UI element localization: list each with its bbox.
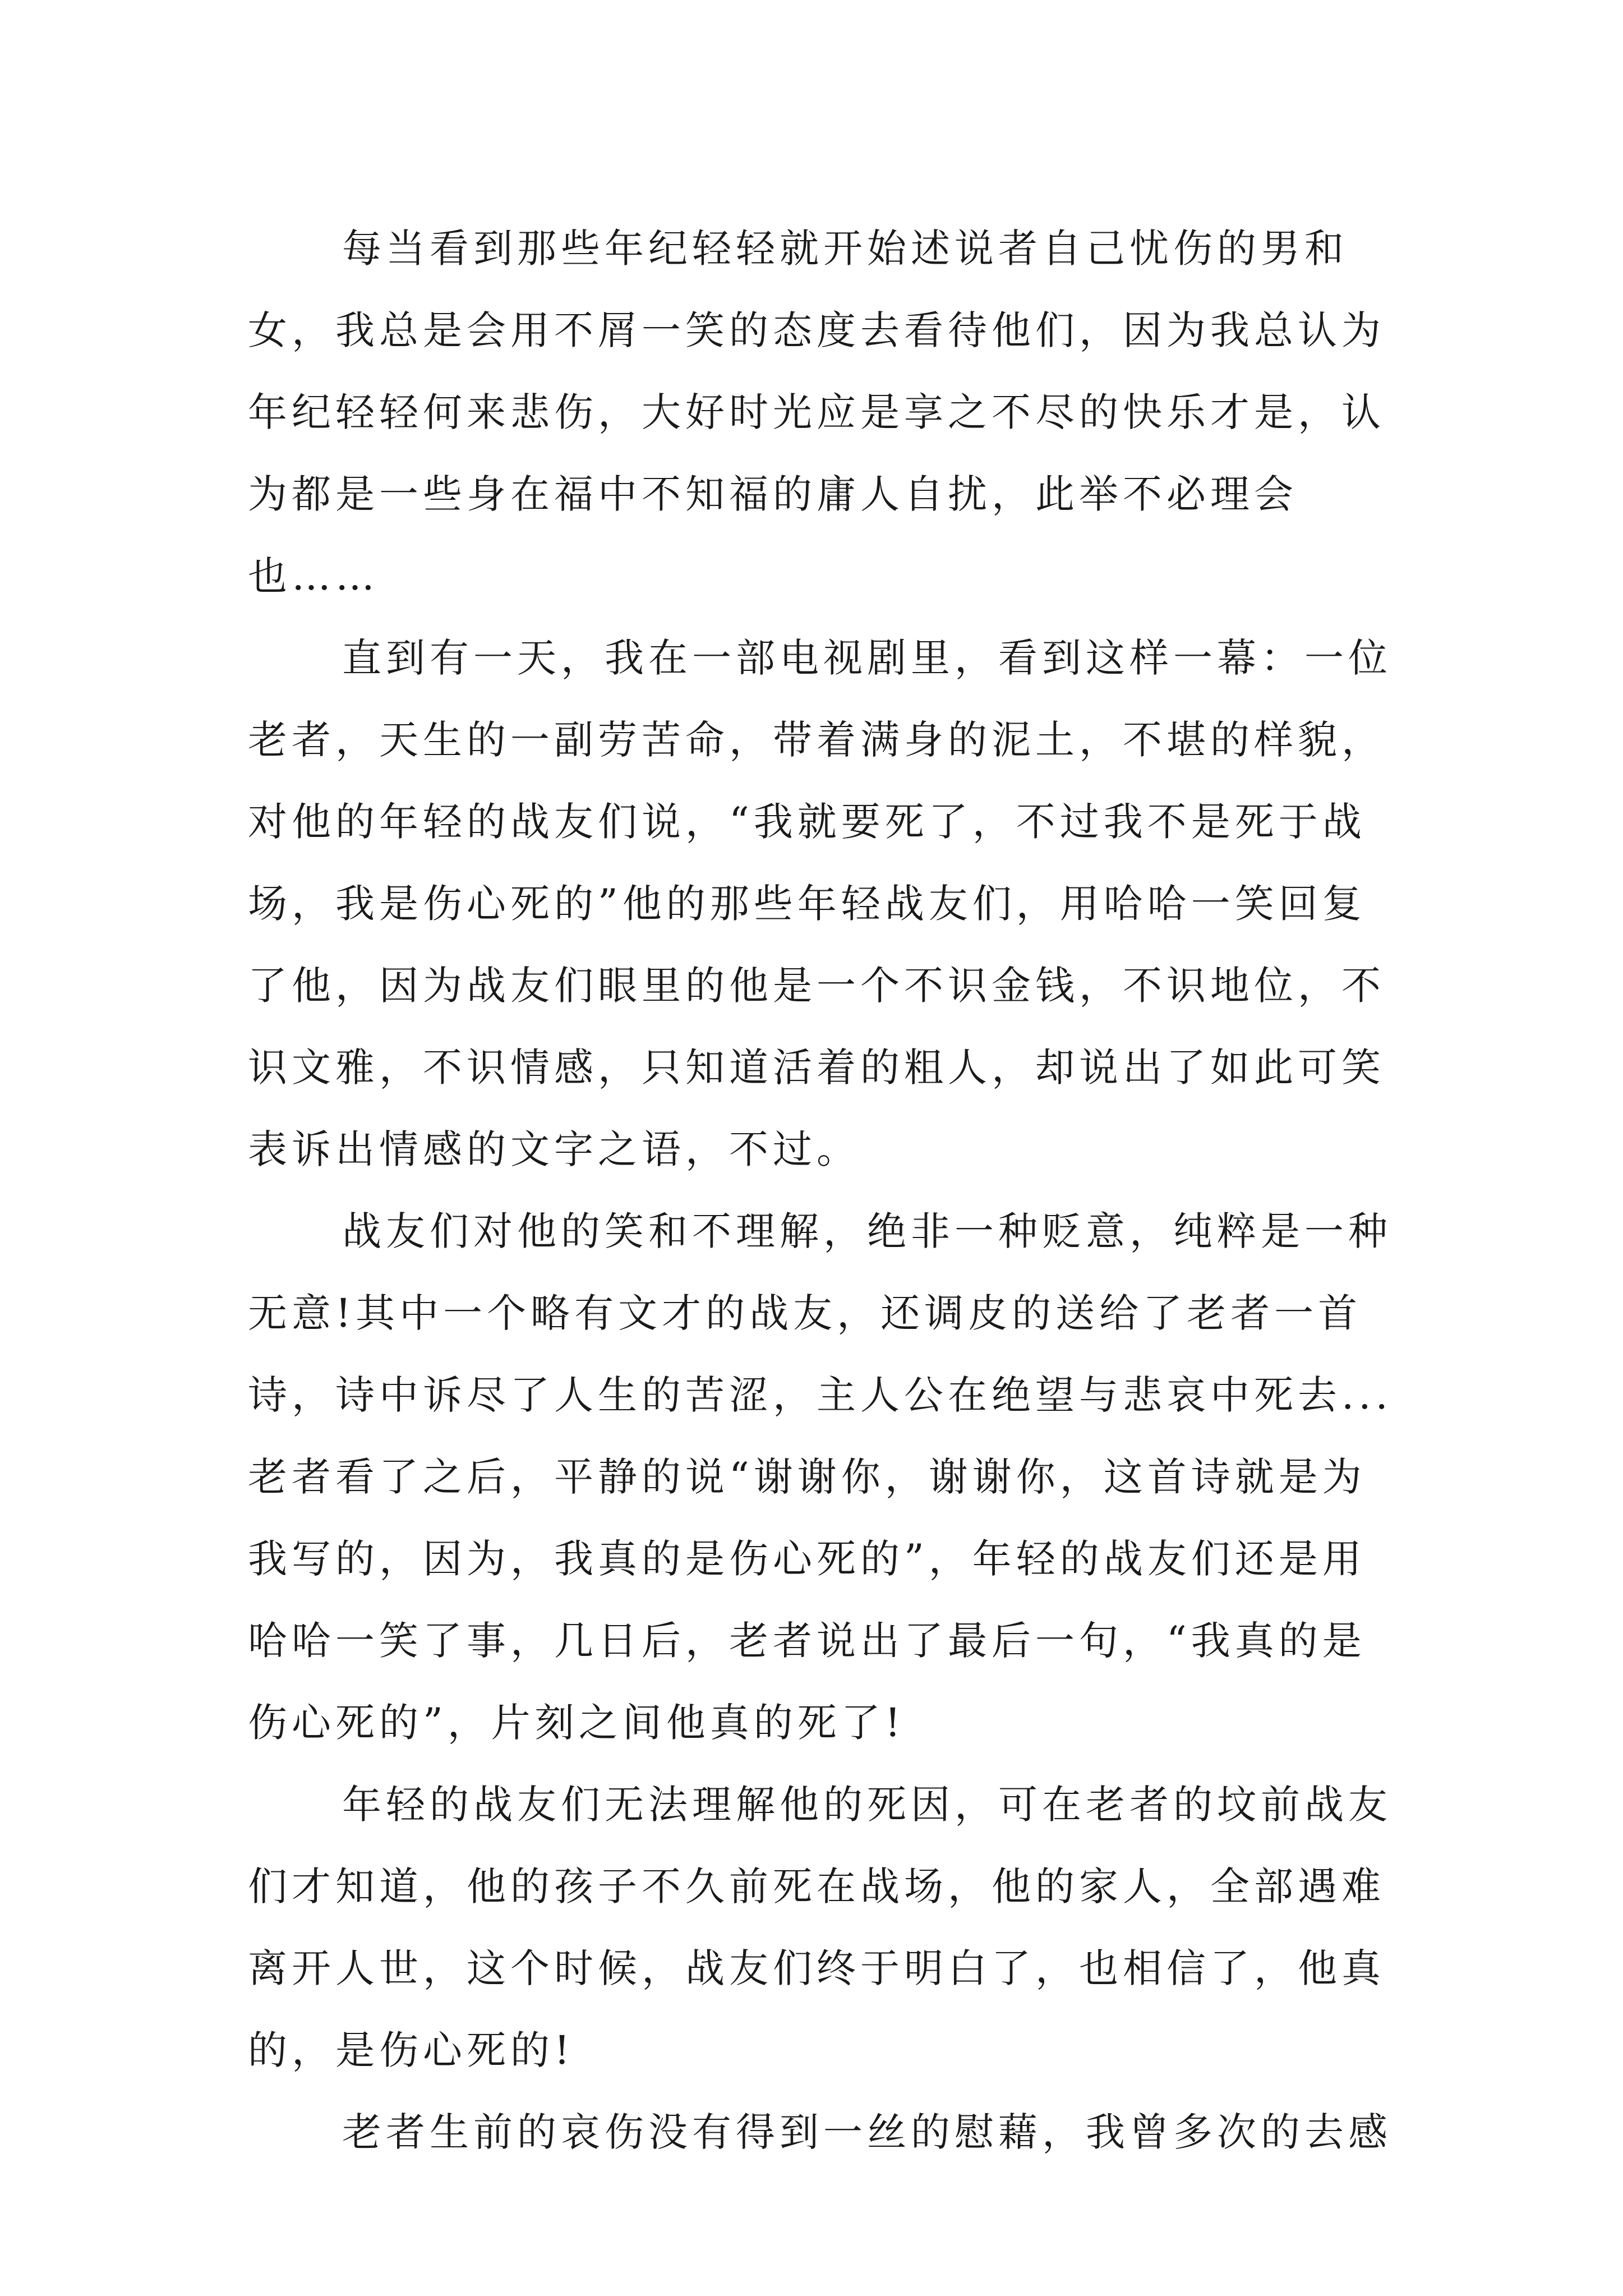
text-line: 每当看到那些年纪轻轻就开始述说者自己忧伤的男和 xyxy=(342,226,1348,272)
text-line: 也…… xyxy=(248,553,379,599)
text-line: 哈哈一笑了事，几日后，老者说出了最后一句，“我真的是 xyxy=(248,1618,1366,1664)
text-line: 场，我是伤心死的”他的那些年轻战友们，用哈哈一笑回复 xyxy=(248,881,1366,927)
text-line: 的，是伤心死的! xyxy=(248,2027,575,2073)
text-line: 年纪轻轻何来悲伤，大好时光应是享之不尽的快乐才是，认 xyxy=(248,389,1385,435)
document-body xyxy=(248,208,1393,2173)
text-line: 女，我总是会用不屑一笑的态度去看待他们，因为我总认为 xyxy=(248,307,1385,353)
text-line: 表诉出情感的文字之语，不过。 xyxy=(248,1126,860,1172)
text-line: 们才知道，他的孩子不久前死在战场，他的家人，全部遇难 xyxy=(248,1864,1385,1910)
text-line: 诗，诗中诉尽了人生的苦涩，主人公在绝望与悲哀中死去... xyxy=(248,1372,1393,1418)
text-line: 对他的年轻的战友们说，“我就要死了，不过我不是死于战 xyxy=(248,799,1366,845)
text-line: 为都是一些身在福中不知福的庸人自扰，此举不必理会 xyxy=(248,471,1298,517)
text-line: 无意!其中一个略有文才的战友，还调皮的送给了老者一首 xyxy=(248,1290,1362,1336)
text-line: 伤心死的”，片刻之间他真的死了! xyxy=(248,1700,905,1746)
text-line: 老者生前的哀伤没有得到一丝的慰藉，我曾多次的去感 xyxy=(342,2109,1392,2155)
text-line: 直到有一天，我在一部电视剧里，看到这样一幕：一位 xyxy=(342,635,1392,681)
text-line: 离开人世，这个时候，战友们终于明白了，也相信了，他真 xyxy=(248,1945,1385,1991)
text-line: 老者看了之后，平静的说“谢谢你，谢谢你，这首诗就是为 xyxy=(248,1454,1366,1500)
text-line: 识文雅，不识情感，只知道活着的粗人，却说出了如此可笑 xyxy=(248,1045,1385,1091)
text-line: 老者，天生的一副劳苦命，带着满身的泥土，不堪的样貌， xyxy=(248,717,1385,763)
text-line: 年轻的战友们无法理解他的死因，可在老者的坟前战友 xyxy=(342,1782,1392,1828)
text-line: 了他，因为战友们眼里的他是一个不识金钱，不识地位，不 xyxy=(248,963,1385,1009)
text-line: 战友们对他的笑和不理解，绝非一种贬意，纯粹是一种 xyxy=(342,1208,1392,1254)
text-line: 我写的，因为，我真的是伤心死的”，年轻的战友们还是用 xyxy=(248,1536,1366,1582)
